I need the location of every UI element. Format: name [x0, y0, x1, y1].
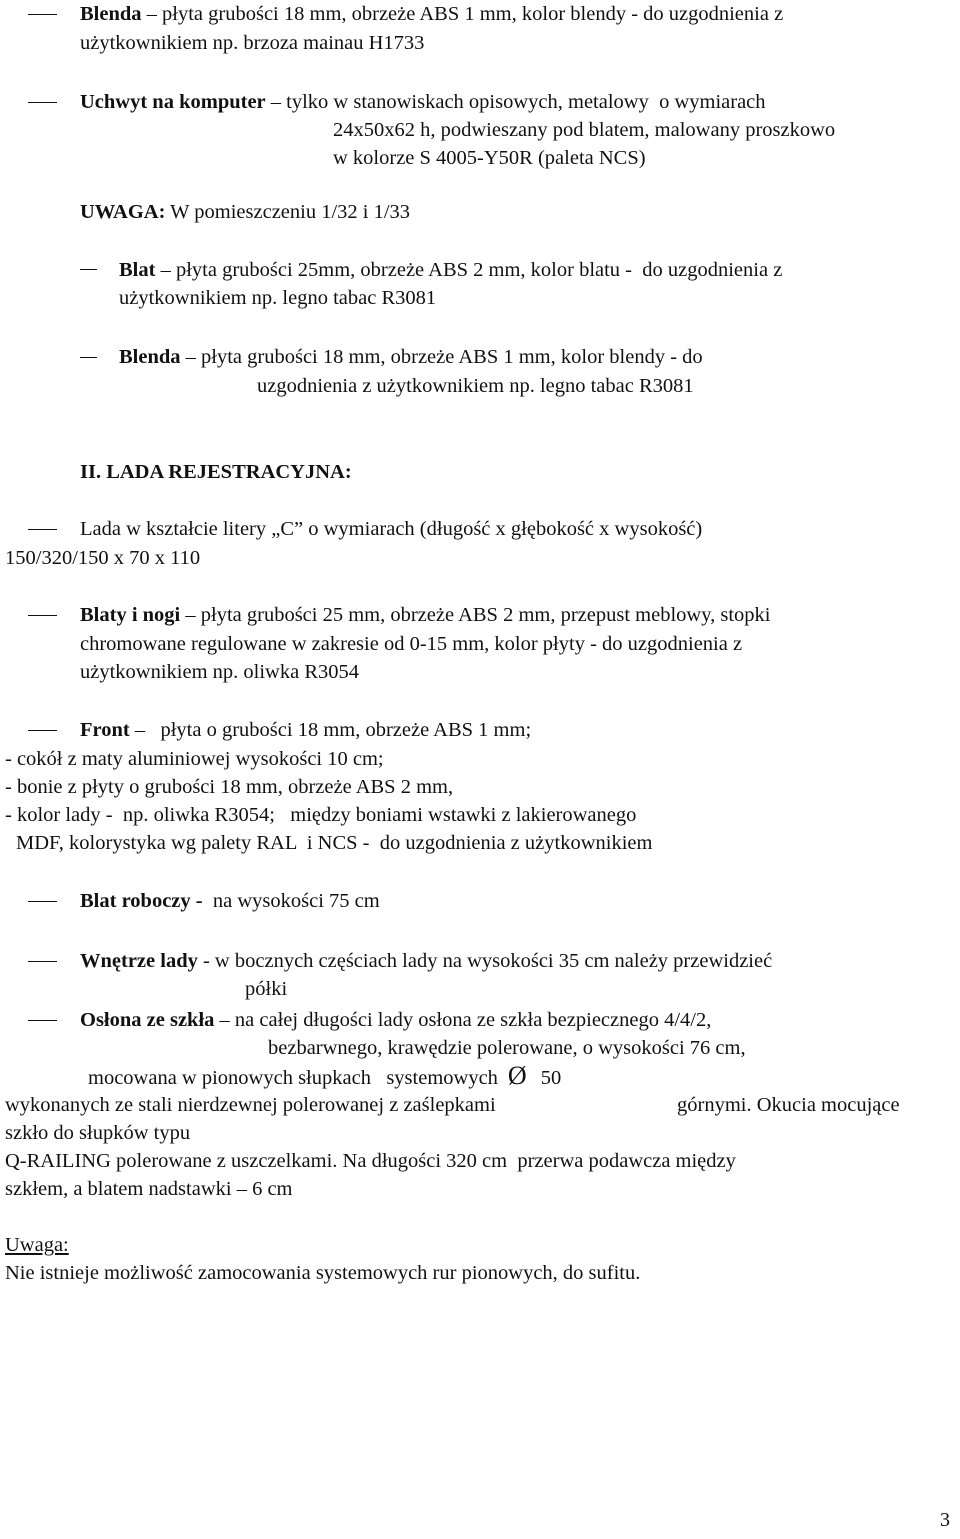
wnetrze-cont: półki — [245, 978, 288, 1000]
bullet-dash-icon — [28, 529, 57, 530]
front-line-2: - cokół z maty aluminiowej wysokości 10 cm; — [5, 748, 384, 770]
blenda-1-sep: – — [141, 3, 163, 25]
blat-roboczy-text: na wysokości 75 cm — [202, 890, 380, 912]
blaty-cont-1: chromowane regulowane w zakresie od 0-15 mm, kolor płyty - do uzgodnienia z — [80, 633, 743, 655]
oslona-line-6: Q-RAILING polerowane z uszczelkami. Na długości 320 cm przerwa podawcza między — [5, 1150, 736, 1172]
blat-sep: – — [155, 259, 176, 281]
wnetrze-line — [80, 947, 772, 976]
front-text: płyta o grubości 18 mm, obrzeże ABS 1 mm; — [150, 719, 532, 741]
front-line-5: MDF, kolorystyka wg palety RAL i NCS - do uzgodnienia z użytkownikiem — [16, 832, 653, 854]
uchwyt-line — [80, 88, 766, 117]
oslona-line-5: szkło do słupków typu — [5, 1122, 191, 1144]
note-text: Nie istnieje możliwość zamocowania systemowych rur pionowych, do sufitu. — [5, 1262, 641, 1284]
blenda-1-line — [80, 0, 783, 29]
blenda-2-line — [119, 343, 703, 372]
oslona-line-7: szkłem, a blatem nadstawki – 6 cm — [5, 1178, 293, 1200]
bullet-dash-icon — [28, 961, 57, 962]
uchwyt-cont-2: w kolorze S 4005-Y50R (paleta NCS) — [333, 147, 646, 169]
uchwyt-cont-1: 24x50x62 h, podwieszany pod blatem, malowany proszkowo — [333, 119, 836, 141]
oslona-label: Osłona ze szkła — [80, 1009, 215, 1031]
blenda-2-label: Blenda — [119, 346, 181, 368]
front-line-3: - bonie z płyty o grubości 18 mm, obrzeże ABS 2 mm, — [5, 776, 454, 798]
uwaga-room-text: W pomieszczeniu 1/32 i 1/33 — [165, 201, 411, 223]
blenda-1-cont: użytkownikiem np. brzoza mainau H1733 — [80, 32, 425, 54]
front-line-4: - kolor lady - np. oliwka R3054; między boniami wstawki z lakierowanego — [5, 804, 637, 826]
bullet-dash-icon — [80, 357, 97, 358]
lada-intro: Lada w kształcie litery „C” o wymiarach (długość x głębokość x wysokość) — [80, 518, 703, 540]
blat-line — [119, 256, 782, 285]
uwaga-room-line — [80, 198, 410, 227]
lada-dims: 150/320/150 x 70 x 110 — [5, 547, 201, 569]
blenda-2-cont: uzgodnienia z użytkownikiem np. legno tabac R3081 — [257, 375, 694, 397]
oslona-text: na całej długości lady osłona ze szkła bezpiecznego 4/4/2, — [234, 1009, 712, 1031]
blenda-2-text: płyta grubości 18 mm, obrzeże ABS 1 mm, kolor blendy - do — [201, 346, 703, 368]
blenda-1-label: Blenda — [80, 3, 142, 25]
diameter-symbol: Ø — [507, 1061, 527, 1090]
oslona-line-3-text: mocowana w pionowych słupkach systemowych — [88, 1067, 498, 1089]
wnetrze-text: - w bocznych częściach lady na wysokości 35 cm należy przewidzieć — [197, 950, 773, 972]
blat-cont: użytkownikiem np. legno tabac R3081 — [119, 287, 437, 309]
section-title-text: II. LADA REJESTRACYJNA: — [80, 461, 352, 483]
front-sep: – — [129, 719, 151, 741]
bullet-dash-icon — [80, 269, 97, 270]
front-label: Front — [80, 719, 130, 741]
uchwyt-text: tylko w stanowiskach opisowych, metalowy o wymiarach — [286, 91, 766, 113]
blaty-cont-2: użytkownikiem np. oliwka R3054 — [80, 661, 360, 683]
oslona-line-4b: górnymi. Okucia mocujące — [677, 1094, 900, 1116]
oslona-line-4a: wykonanych ze stali nierdzewnej polerowanej z zaślepkami — [5, 1094, 496, 1116]
section-title — [80, 458, 352, 487]
bullet-dash-icon — [28, 14, 57, 15]
blat-text: płyta grubości 25mm, obrzeże ABS 2 mm, kolor blatu - do uzgodnienia z — [175, 259, 783, 281]
wnetrze-label: Wnętrze lady — [80, 950, 198, 972]
bullet-dash-icon — [28, 901, 57, 902]
oslona-line-3 — [88, 1062, 561, 1093]
blat-label: Blat — [119, 259, 156, 281]
oslona-line-2: bezbarwnego, krawędzie polerowane, o wysokości 76 cm, — [268, 1037, 746, 1059]
blaty-sep: – — [180, 604, 201, 626]
bullet-dash-icon — [28, 730, 57, 731]
oslona-line — [80, 1006, 711, 1035]
blat-roboczy-line — [80, 887, 380, 916]
bullet-dash-icon — [28, 102, 57, 103]
uchwyt-sep: – — [265, 91, 287, 113]
blenda-1-text: płyta grubości 18 mm, obrzeże ABS 1 mm, kolor blendy - do uzgodnienia z — [162, 3, 784, 25]
oslona-sep: – — [214, 1009, 235, 1031]
front-line — [80, 716, 531, 745]
uwaga-room-label: UWAGA: — [80, 201, 166, 223]
bullet-dash-icon — [28, 615, 57, 616]
page-number: 3 — [940, 1509, 950, 1531]
blaty-label: Blaty i nogi — [80, 604, 181, 626]
blaty-text: płyta grubości 25 mm, obrzeże ABS 2 mm, przepust meblowy, stopki — [200, 604, 771, 626]
bullet-dash-icon — [28, 1020, 57, 1021]
note-label: Uwaga: — [5, 1234, 69, 1256]
oslona-line-3-end: 50 — [540, 1067, 562, 1089]
uchwyt-label: Uchwyt na komputer — [80, 91, 266, 113]
blaty-line — [80, 601, 771, 630]
blat-roboczy-label: Blat roboczy - — [80, 890, 203, 912]
blenda-2-sep: – — [180, 346, 202, 368]
